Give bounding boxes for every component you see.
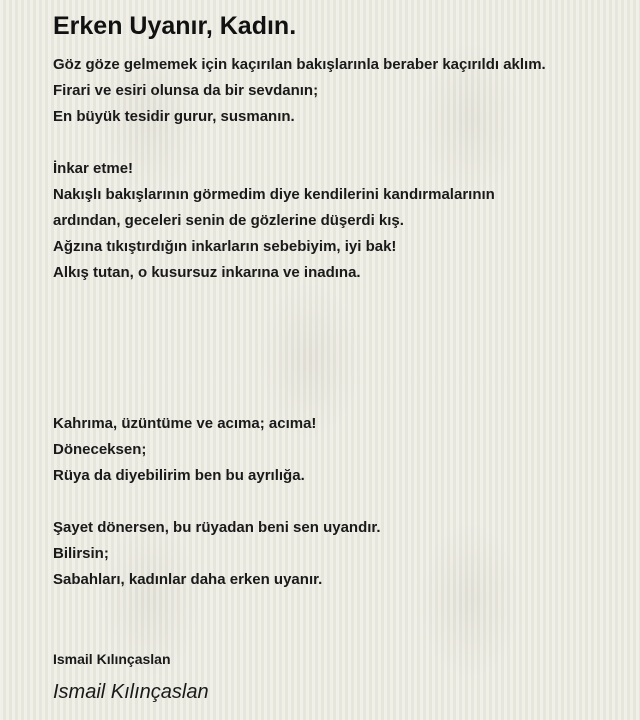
- poem-line: Alkış tutan, o kusursuz inkarına ve inadına.: [53, 264, 361, 281]
- poem-line: Rüya da diyebilirim ben bu ayrılığa.: [53, 467, 305, 484]
- poem-stanza: [53, 411, 316, 489]
- poem-line: Bilirsin;: [53, 545, 109, 562]
- poem-line: Nakışlı bakışlarının görmedim diye kendilerini kandırmalarının: [53, 186, 495, 203]
- poem-line: ardından, geceleri senin de gözlerine düşerdi kış.: [53, 212, 404, 229]
- poem-line: Sabahları, kadınlar daha erken uyanır.: [53, 571, 323, 588]
- author-signature: Ismail Kılınçaslan: [53, 681, 209, 703]
- poem-title: Erken Uyanır, Kadın.: [53, 12, 297, 40]
- poem-line: Döneceksen;: [53, 441, 147, 458]
- poem-line: Göz göze gelmemek için kaçırılan bakışlarınla beraber kaçırıldı aklım.: [53, 56, 546, 73]
- poem-line: Kahrıma, üzüntüme ve acıma; acıma!: [53, 415, 317, 432]
- poem-stanza: [53, 156, 495, 286]
- poem-line: Firari ve esiri olunsa da bir sevdanın;: [53, 82, 319, 99]
- poem-line: İnkar etme!: [53, 160, 134, 177]
- poem-line: Şayet dönersen, bu rüyadan beni sen uyandır.: [53, 519, 381, 536]
- poem-line: Ağzına tıkıştırdığın inkarların sebebiyim, iyi bak!: [53, 238, 397, 255]
- poem-stanza: [53, 52, 546, 130]
- author-name: Ismail Kılınçaslan: [53, 651, 171, 667]
- poem-stanza: [53, 515, 381, 593]
- poem-line: En büyük tesidir gurur, susmanın.: [53, 108, 295, 125]
